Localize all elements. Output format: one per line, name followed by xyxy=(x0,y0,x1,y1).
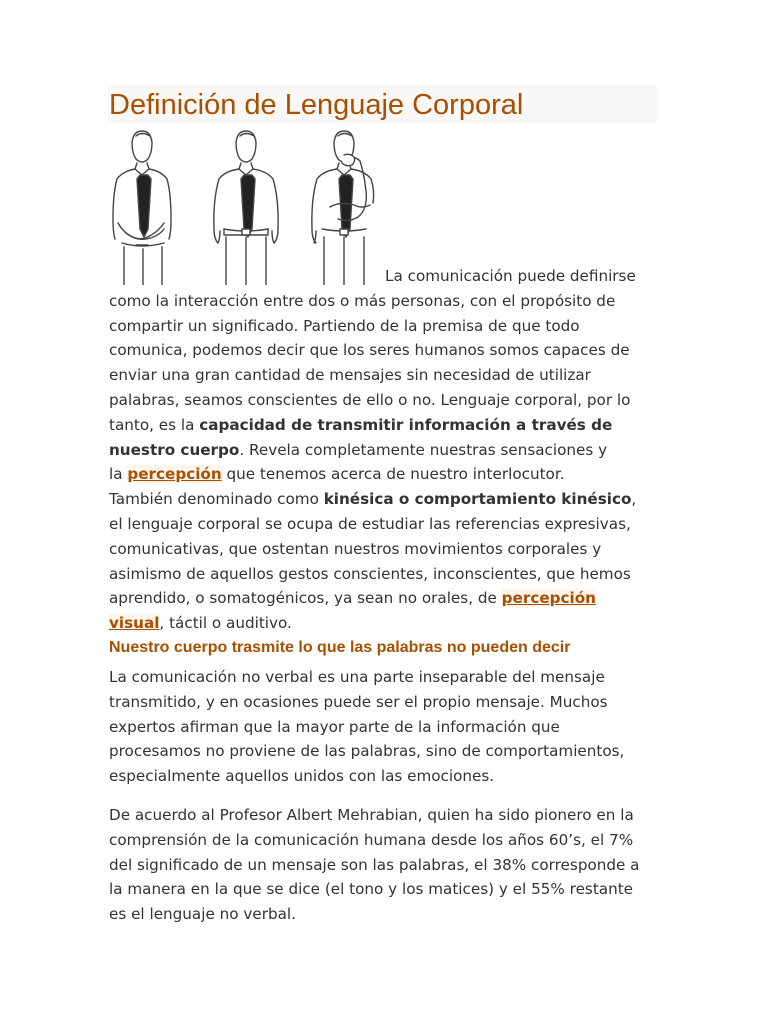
intro-line: la percepción que tenemos acerca de nuestro interlocutor. xyxy=(109,465,565,484)
paragraph-line: La comunicación no verbal es una parte inseparable del mensaje xyxy=(109,668,605,686)
man-hand-to-mouth-figure xyxy=(312,131,374,285)
percepcion-link[interactable]: percepción xyxy=(127,465,222,484)
intro-line: como la interacción entre dos o más personas, con el propósito de xyxy=(109,291,616,310)
percepcion-visual-link-cont[interactable]: visual xyxy=(109,614,160,633)
percepcion-visual-link[interactable]: percepción xyxy=(501,589,596,608)
intro-line: comunica, podemos decir que los seres humanos somos capaces de xyxy=(109,341,630,360)
page-title: Definición de Lenguaje Corporal xyxy=(109,89,524,121)
bold-kinesica: kinésica o comportamiento kinésico xyxy=(323,490,632,509)
intro-line: visual, táctil o auditivo. xyxy=(109,614,292,633)
paragraph-line: especialmente aquellos unidos con las emociones. xyxy=(109,767,495,786)
intro-line: aprendido, o somatogénicos, ya sean no orales, de percepción xyxy=(109,589,596,608)
paragraph-nonverbal xyxy=(109,665,669,789)
paragraph-line: la manera en la que se dice (el tono y los matices) y el 55% restante xyxy=(109,880,634,899)
bold-definition: capacidad de transmitir información a través de xyxy=(199,415,613,434)
intro-line: compartir un significado. Partiendo de la premisa de que todo xyxy=(109,316,580,335)
paragraph-line: comprensión de la comunicación humana desde los años 60’s, el 7% xyxy=(109,830,634,849)
man-arms-down-figure xyxy=(214,131,278,285)
intro-line: asimismo de aquellos gestos conscientes, inconscientes, que hemos xyxy=(109,564,631,583)
paragraph-line: expertos afirman que la mayor parte de la información que xyxy=(109,717,560,736)
intro-line: La comunicación puede definirse xyxy=(385,267,636,285)
paragraph-line: procesamos no proviene de las palabras, sino de comportamientos, xyxy=(109,742,625,761)
intro-line: También denominado como kinésica o comportamiento kinésico, xyxy=(109,490,637,509)
bold-definition-end: nuestro cuerpo xyxy=(109,440,240,459)
man-hands-clasped-figure xyxy=(113,131,171,285)
intro-line: tanto, es la capacidad de transmitir información a través de xyxy=(109,415,613,434)
paragraph-line: del significado de un mensaje son las palabras, el 38% corresponde a xyxy=(109,855,640,874)
intro-line: enviar una gran cantidad de mensajes sin necesidad de utilizar xyxy=(109,366,591,385)
paragraph-line: es el lenguaje no verbal. xyxy=(109,905,296,924)
body-language-illustration xyxy=(112,125,384,285)
paragraph-line: transmitido, y en ocasiones puede ser el propio mensaje. Muchos xyxy=(109,692,608,711)
intro-line: el lenguaje corporal se ocupa de estudiar las referencias expresivas, xyxy=(109,514,631,533)
intro-line: nuestro cuerpo. Revela completamente nuestras sensaciones y xyxy=(109,440,608,459)
intro-line: comunicativas, que ostentan nuestros movimientos corporales y xyxy=(109,539,602,558)
intro-paragraph xyxy=(109,264,669,636)
paragraph-mehrabian xyxy=(109,803,669,927)
subheading: Nuestro cuerpo trasmite lo que las palabras no pueden decir xyxy=(109,639,571,656)
intro-line: palabras, seamos conscientes de ello o no. Lenguaje corporal, por lo xyxy=(109,390,631,409)
paragraph-line: De acuerdo al Profesor Albert Mehrabian, quien ha sido pionero en la xyxy=(109,806,634,824)
